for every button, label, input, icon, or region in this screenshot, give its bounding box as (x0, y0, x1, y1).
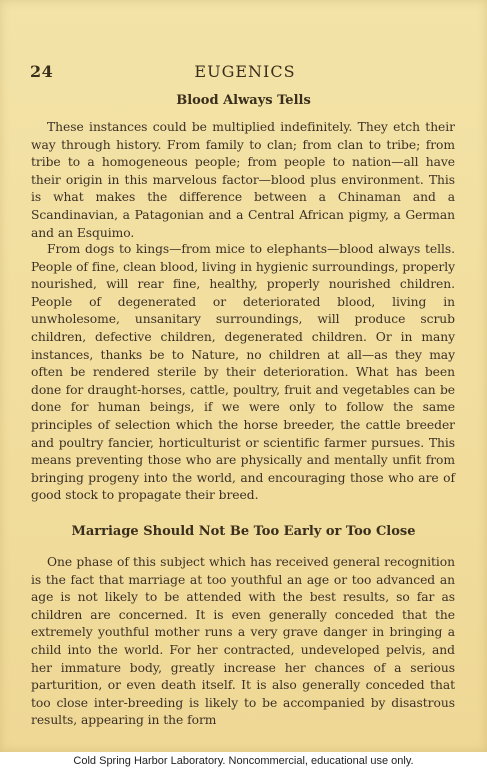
paragraph: One phase of this subject which has received general recognition is the fact that marriage at too youthful an age or too advanced an age is not likely to be attended with the best results, so far as children are concerned. It is even generally conceded that the extremely youthful mother runs a very grave danger in bringing a child into the world. For her contracted, undeveloped pelvis, and her immature body, greatly increase her chances of a serious parturition, or even death itself. It is also generally conceded that too close inter-breeding is likely to be accompanied by disastrous results, appearing in the form (31, 555, 455, 728)
running-title: EUGENICS (194, 62, 296, 81)
page-number: 24 (30, 62, 54, 81)
section-heading-marriage: Marriage Should Not Be Too Early or Too Close (71, 524, 416, 539)
section-heading-blood-always-tells: Blood Always Tells (176, 93, 311, 108)
page-header (30, 62, 460, 84)
attribution-footer: Cold Spring Harbor Laboratory. Noncommercial, educational use only. (0, 752, 487, 770)
paragraph: From dogs to kings—from mice to elephants—blood always tells. People of fine, clean blood, living in hygienic surroundings, properly nourished, will rear fine, healthy, properly nourished children. People of degenerated or deteriorated blood, living in unwholesome, unsanitary surroundings, will produce scrub children, defective children, degenerated children. Or in many instances, thanks be to Nature, no children at all—as they may often be rendered sterile by their deterioration. What has been done for draught-horses, cattle, poultry, fruit and vegetables can be done for human beings, if we were only to follow the same principles of selection which the horse breeder, the cattle breeder and poultry fancier, horticulturist or scientific farmer pursues. This means preventing those who are physically and mentally unfit from bringing progeny into the world, and encouraging those who are of good stock to propagate their breed. (31, 242, 455, 503)
paragraph: These instances could be multiplied indefinitely. They etch their way through history. From family to clan; from clan to tribe; from tribe to a homogeneous people; from people to nation—all have their origin in this marvelous factor—blood plus environment. This is what makes the difference between a Chinaman and a Scandinavian, a Patagonian and a Central African pigmy, a German and an Esquimo. (31, 120, 455, 240)
